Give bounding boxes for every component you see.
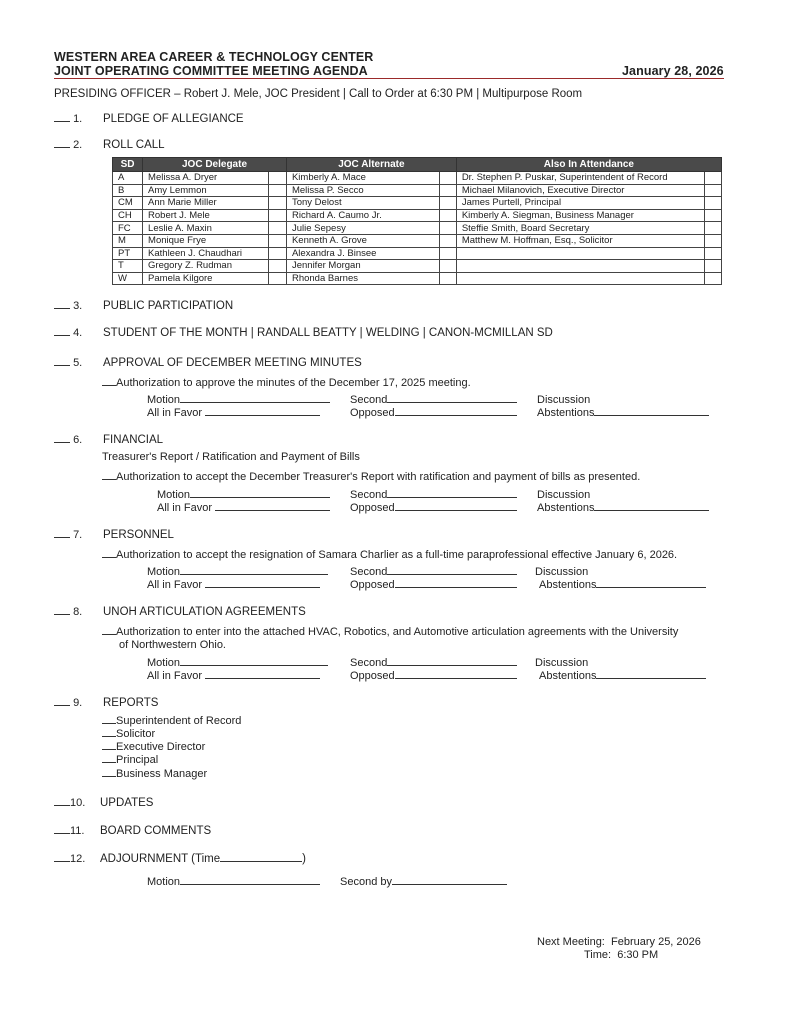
attendance-cell: [456, 272, 705, 285]
presiding-officer-line: PRESIDING OFFICER – Robert J. Mele, JOC President | Call to Order at 6:30 PM | Multipurpose Room: [54, 88, 583, 100]
check-blank[interactable]: [54, 705, 70, 706]
discussion-label: Discussion: [537, 394, 591, 406]
check-blank[interactable]: [102, 749, 116, 750]
roll-call-table: [112, 157, 722, 285]
discussion-label: Discussion: [535, 657, 589, 669]
alternate-checkbox[interactable]: [440, 260, 457, 273]
motion-field: Motion: [147, 657, 328, 669]
alternate-checkbox[interactable]: [440, 247, 457, 260]
check-blank[interactable]: [102, 736, 116, 737]
sd-cell: CM: [113, 197, 143, 210]
motion-description: Authorization to enter into the attached HVAC, Robotics, and Automotive articulation agreements with the University: [102, 626, 678, 638]
delegate-checkbox[interactable]: [269, 222, 287, 235]
agenda-item-8: 8. UNOH ARTICULATION AGREEMENTS: [54, 606, 82, 618]
agenda-item-5: 5. APPROVAL OF DECEMBER MEETING MINUTES: [54, 357, 82, 369]
agenda-item-9: 9. REPORTS: [54, 697, 82, 709]
check-blank[interactable]: [54, 805, 70, 806]
item-subtitle: Treasurer's Report / Ratification and Payment of Bills: [102, 451, 360, 463]
check-blank[interactable]: [54, 833, 70, 834]
alternate-cell: Richard A. Caumo Jr.: [286, 209, 439, 222]
check-blank[interactable]: [54, 121, 70, 122]
adjournment-time-field[interactable]: [220, 861, 302, 862]
attendance-cell: Dr. Stephen P. Puskar, Superintendent of Record: [456, 172, 705, 185]
motion-description: Authorization to accept the December Treasurer's Report with ratification and payment of bills as presented.: [102, 471, 640, 483]
motion-field: Motion: [147, 566, 328, 578]
delegate-checkbox[interactable]: [269, 197, 287, 210]
report-item: Superintendent of Record: [102, 715, 241, 727]
alternate-checkbox[interactable]: [440, 234, 457, 247]
delegate-cell: Gregory Z. Rudman: [143, 260, 269, 273]
delegate-cell: Pamela Kilgore: [143, 272, 269, 285]
table-row: [113, 209, 722, 222]
all-in-favor-field: All in Favor: [147, 579, 320, 591]
motion-field: Motion: [147, 394, 330, 406]
attendance-cell: [456, 247, 705, 260]
attendance-cell: Kimberly A. Siegman, Business Manager: [456, 209, 705, 222]
item-title: REPORTS: [103, 697, 159, 709]
item-title: BOARD COMMENTS: [100, 825, 212, 837]
motion-description-cont: of Northwestern Ohio.: [119, 639, 226, 651]
sd-cell: W: [113, 272, 143, 285]
alternate-cell: Rhonda Barnes: [286, 272, 439, 285]
attendance-checkbox[interactable]: [705, 184, 722, 197]
check-blank[interactable]: [102, 723, 116, 724]
sd-cell: PT: [113, 247, 143, 260]
delegate-checkbox[interactable]: [269, 260, 287, 273]
item-title: ROLL CALL: [103, 139, 165, 151]
delegate-cell: Amy Lemmon: [143, 184, 269, 197]
delegate-cell: Monique Frye: [143, 234, 269, 247]
second-field: Second: [350, 566, 517, 578]
item-title: APPROVAL OF DECEMBER MEETING MINUTES: [103, 357, 362, 369]
table-row: [113, 222, 722, 235]
col-header-delegate: JOC Delegate: [143, 158, 287, 172]
alternate-cell: Jennifer Morgan: [286, 260, 439, 273]
attendance-checkbox[interactable]: [705, 260, 722, 273]
report-item: Principal: [102, 754, 158, 766]
org-name: WESTERN AREA CAREER & TECHNOLOGY CENTER: [54, 50, 374, 64]
delegate-cell: Kathleen J. Chaudhari: [143, 247, 269, 260]
table-row: [113, 234, 722, 247]
agenda-item-3: 3. PUBLIC PARTICIPATION: [54, 300, 82, 312]
motion-description: Authorization to approve the minutes of the December 17, 2025 meeting.: [102, 377, 471, 389]
sd-cell: FC: [113, 222, 143, 235]
delegate-cell: Robert J. Mele: [143, 209, 269, 222]
opposed-field: Opposed: [350, 502, 517, 514]
abstentions-field: Abstentions: [537, 502, 709, 514]
attendance-checkbox[interactable]: [705, 209, 722, 222]
table-header-row: [113, 158, 722, 172]
second-field: Second: [350, 657, 517, 669]
check-blank[interactable]: [54, 614, 70, 615]
delegate-checkbox[interactable]: [269, 209, 287, 222]
delegate-cell: Melissa A. Dryer: [143, 172, 269, 185]
attendance-cell: [456, 260, 705, 273]
adjournment-motion-field: Motion: [147, 876, 320, 888]
col-header-attendance: Also In Attendance: [456, 158, 721, 172]
sd-cell: M: [113, 234, 143, 247]
second-field: Second: [350, 394, 517, 406]
item-title: UPDATES: [100, 797, 154, 809]
item-title: FINANCIAL: [103, 434, 164, 446]
agenda-item-4: 4. STUDENT OF THE MONTH | RANDALL BEATTY | WELDING | CANON-MCMILLAN SD: [54, 327, 82, 339]
table-row: [113, 247, 722, 260]
sd-cell: CH: [113, 209, 143, 222]
sd-cell: B: [113, 184, 143, 197]
all-in-favor-field: All in Favor: [147, 670, 320, 682]
opposed-field: Opposed: [350, 579, 517, 591]
next-meeting-line: Next Meeting: February 25, 2026: [537, 936, 701, 948]
item-title: PERSONNEL: [103, 529, 174, 541]
agenda-item-10: 10. UPDATES: [54, 797, 85, 809]
check-blank[interactable]: [102, 634, 116, 635]
check-blank[interactable]: [102, 479, 116, 480]
col-header-sd: SD: [113, 158, 143, 172]
alternate-checkbox[interactable]: [440, 172, 457, 185]
delegate-checkbox[interactable]: [269, 272, 287, 285]
check-blank[interactable]: [54, 537, 70, 538]
alternate-checkbox[interactable]: [440, 197, 457, 210]
alternate-cell: Tony Delost: [286, 197, 439, 210]
attendance-checkbox[interactable]: [705, 272, 722, 285]
agenda-item-12: 12. ADJOURNMENT (Time ): [54, 853, 85, 865]
attendance-checkbox[interactable]: [705, 247, 722, 260]
report-item: Executive Director: [102, 741, 205, 753]
check-blank[interactable]: [102, 776, 116, 777]
col-header-alternate: JOC Alternate: [286, 158, 456, 172]
alternate-checkbox[interactable]: [440, 222, 457, 235]
report-item: Solicitor: [102, 728, 155, 740]
item-title: UNOH ARTICULATION AGREEMENTS: [103, 606, 306, 618]
agenda-item-2: 2. ROLL CALL: [54, 139, 82, 151]
alternate-checkbox[interactable]: [440, 184, 457, 197]
alternate-cell: Melissa P. Secco: [286, 184, 439, 197]
attendance-cell: Matthew M. Hoffman, Esq., Solicitor: [456, 234, 705, 247]
sd-cell: T: [113, 260, 143, 273]
second-field: Second: [350, 489, 517, 501]
discussion-label: Discussion: [535, 566, 589, 578]
all-in-favor-field: All in Favor: [157, 502, 330, 514]
document-title: JOINT OPERATING COMMITTEE MEETING AGENDA: [54, 64, 368, 78]
table-row: [113, 260, 722, 273]
table-row: [113, 172, 722, 185]
agenda-item-6: 6. FINANCIAL: [54, 434, 82, 446]
attendance-checkbox[interactable]: [705, 234, 722, 247]
attendance-checkbox[interactable]: [705, 197, 722, 210]
meeting-date: January 28, 2026: [622, 64, 724, 78]
check-blank[interactable]: [54, 861, 70, 862]
motion-description: Authorization to accept the resignation of Samara Charlier as a full-time paraprofessional effective January 6, 2026.: [102, 549, 677, 561]
opposed-field: Opposed: [350, 670, 517, 682]
abstentions-field: Abstentions: [539, 579, 706, 591]
table-row: [113, 272, 722, 285]
agenda-item-11: 11. BOARD COMMENTS: [54, 825, 84, 837]
check-blank[interactable]: [54, 308, 70, 309]
next-meeting-time: Time: 6:30 PM: [584, 949, 659, 961]
opposed-field: Opposed: [350, 407, 517, 419]
discussion-label: Discussion: [537, 489, 591, 501]
delegate-checkbox[interactable]: [269, 247, 287, 260]
adjournment-second-by-field: Second by: [340, 876, 507, 888]
alternate-cell: Alexandra J. Binsee: [286, 247, 439, 260]
attendance-checkbox[interactable]: [705, 172, 722, 185]
alternate-checkbox[interactable]: [440, 272, 457, 285]
agenda-item-1: 1. PLEDGE OF ALLEGIANCE: [54, 113, 82, 125]
attendance-cell: Michael Milanovich, Executive Director: [456, 184, 705, 197]
alternate-cell: Kenneth A. Grove: [286, 234, 439, 247]
alternate-cell: Kimberly A. Mace: [286, 172, 439, 185]
delegate-checkbox[interactable]: [269, 184, 287, 197]
alternate-cell: Julie Sepesy: [286, 222, 439, 235]
all-in-favor-field: All in Favor: [147, 407, 320, 419]
table-row: [113, 197, 722, 210]
check-blank[interactable]: [54, 335, 70, 336]
item-title: ADJOURNMENT (Time ): [100, 853, 306, 865]
table-row: [113, 184, 722, 197]
check-blank[interactable]: [102, 385, 116, 386]
delegate-checkbox[interactable]: [269, 172, 287, 185]
motion-field: Motion: [157, 489, 330, 501]
delegate-cell: Leslie A. Maxin: [143, 222, 269, 235]
alternate-checkbox[interactable]: [440, 209, 457, 222]
check-blank[interactable]: [102, 557, 116, 558]
delegate-checkbox[interactable]: [269, 234, 287, 247]
attendance-checkbox[interactable]: [705, 222, 722, 235]
item-title: STUDENT OF THE MONTH | RANDALL BEATTY | WELDING | CANON-MCMILLAN SD: [103, 327, 553, 339]
attendance-cell: Steffie Smith, Board Secretary: [456, 222, 705, 235]
check-blank[interactable]: [54, 442, 70, 443]
sd-cell: A: [113, 172, 143, 185]
check-blank[interactable]: [54, 147, 70, 148]
abstentions-field: Abstentions: [539, 670, 706, 682]
attendance-cell: James Purtell, Principal: [456, 197, 705, 210]
header-divider: [54, 78, 724, 79]
report-item: Business Manager: [102, 768, 207, 780]
check-blank[interactable]: [54, 365, 70, 366]
agenda-item-7: 7. PERSONNEL: [54, 529, 82, 541]
item-title: PLEDGE OF ALLEGIANCE: [103, 113, 244, 125]
item-title: PUBLIC PARTICIPATION: [103, 300, 234, 312]
check-blank[interactable]: [102, 762, 116, 763]
abstentions-field: Abstentions: [537, 407, 709, 419]
delegate-cell: Ann Marie Miller: [143, 197, 269, 210]
